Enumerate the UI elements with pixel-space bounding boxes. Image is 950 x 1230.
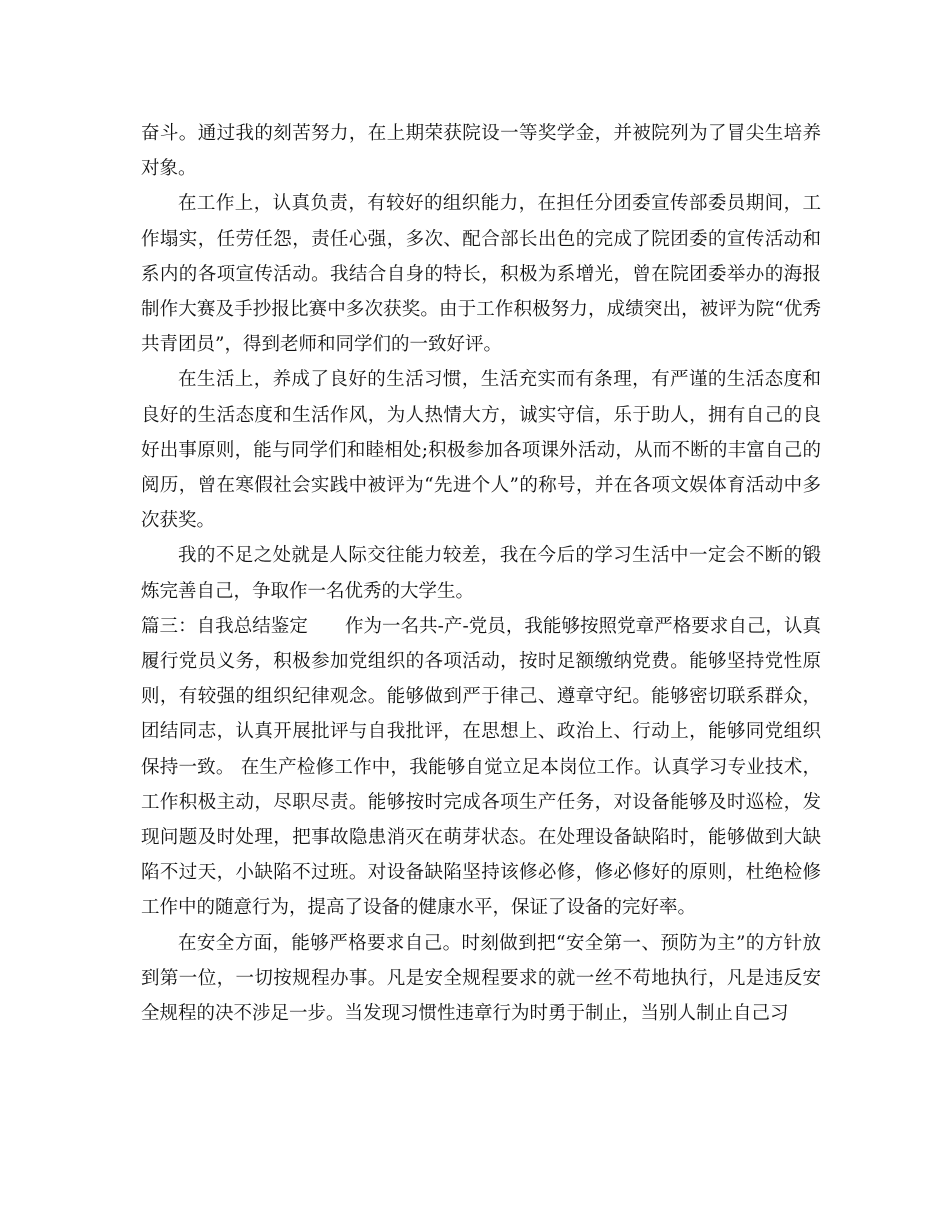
document-body [141,116,821,1031]
paragraph-3: 在生活上，养成了良好的生活习惯，生活充实而有条理，有严谨的生活态度和良好的生活态度和生活作风，为人热情大方，诚实守信，乐于助人，拥有自己的良好出事原则，能与同学们和睦相处;积极参加各项课外活动，从而不断的丰富自己的阅历，曾在寒假社会实践中被评为“先进个人”的称号，并在各项文娱体育活动中多次获奖。 [141,369,821,532]
paragraph-4: 我的不足之处就是人际交往能力较差，我在今后的学习生活中一定会不断的锻炼完善自己，争取作一名优秀的大学生。 [141,545,821,602]
paragraph-6: 在安全方面，能够严格要求自己。时刻做到把“安全第一、预防为主”的方针放到第一位，一切按规程办事。凡是安全规程要求的就一丝不苟地执行，凡是违反安全规程的决不涉足一步。当发现习惯性违章行为时勇于制止，当别人制止自己习 [141,932,821,1025]
paragraph-1: 奋斗。通过我的刻苦努力，在上期荣获院设一等奖学金，并被院列为了冒尖生培养对象。 [141,123,821,180]
paragraph-5: 篇三：自我总结鉴定 作为一名共-产-党员，我能够按照党章严格要求自己，认真履行党员义务，积极参加党组织的各项活动，按时足额缴纳党费。能够坚持党性原则，有较强的组织纪律观念。能够做到严于律己、遵章守纪。能够密切联系群众，团结同志，认真开展批评与自我批评，在思想上、政治上、行动上，能够同党组织保持一致。 在生产检修工作中，我能够自觉立足本岗位工作。认真学习专业技术，工作积极主动，尽职尽责。能够按时完成各项生产任务，对设备能够及时巡检，发现问题及时处理，把事故隐患消灭在萌芽状态。在处理设备缺陷时，能够做到大缺陷不过天，小缺陷不过班。对设备缺陷坚持该修必修，修必修好的原则，杜绝检修工作中的随意行为，提高了设备的健康水平，保证了设备的完好率。 [141,615,821,919]
paragraph-2: 在工作上，认真负责，有较好的组织能力，在担任分团委宣传部委员期间，工作塌实，任劳任怨，责任心强，多次、配合部长出色的完成了院团委的宣传活动和系内的各项宣传活动。我结合自身的特长，积极为系增光，曾在院团委举办的海报制作大赛及手抄报比赛中多次获奖。由于工作积极努力，成绩突出，被评为院“优秀共青团员”，得到老师和同学们的一致好评。 [141,193,821,356]
